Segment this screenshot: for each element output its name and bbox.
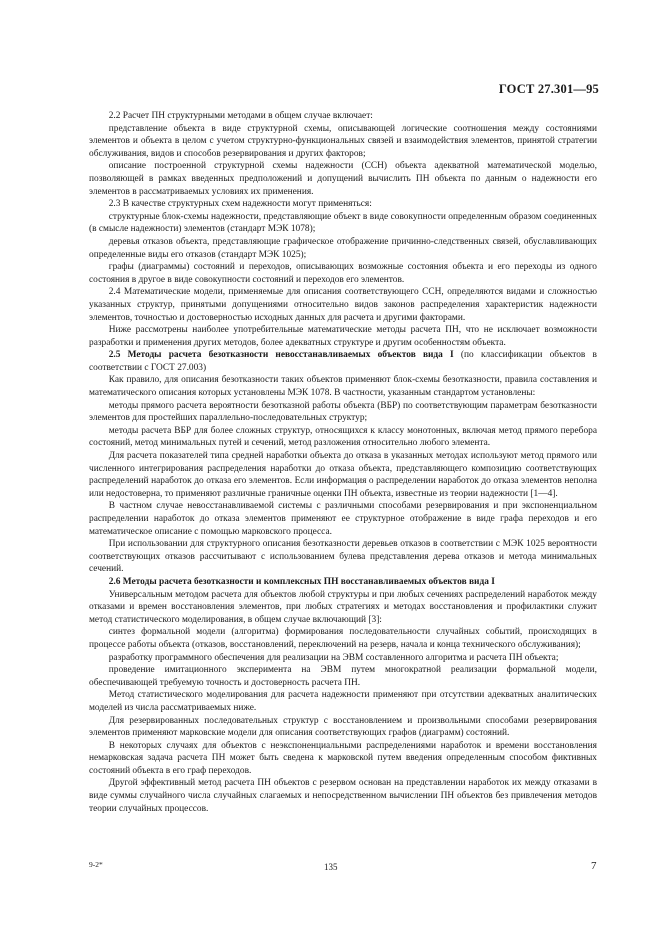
paragraph: синтез формальной модели (алгоритма) формирования последовательности случайных событий, происходящих в процессе работы объекта (отказов, восстановлений, переключений на резерв, начала и конца технического обслуживания); [89, 627, 597, 650]
section-2-6-heading-paragraph [89, 576, 597, 589]
paragraph: Универсальным методом расчета для объектов любой структуры и при любых сечениях распределений наработок между отказами и времен восстановления элементов, при любых стратегиях и методах восстановления и профилактики служит метод статистического моделирования, в общем случае включающий [3]: [89, 589, 597, 625]
section-2-5-heading-paragraph [89, 349, 597, 374]
section-2-5-heading-rest: (по классификации объектов в соответствии с ГОСТ 27.003) [89, 350, 597, 373]
paragraph: В частном случае невосстанавливаемой системы с различными способами резервирования и при экспоненциальном распределении наработок до отказа элементов применяют ее структурное отображение в виде графа переходов и его математическое описание с помощью марковского процесса. [89, 501, 597, 537]
paragraph: описание построенной структурной схемы надежности (ССН) объекта адекватной математической моделью, позволяющей в рамках введенных предположений и допущений вычислить ПН объекта по данным о надежности его элементов в рассматриваемых условиях их применения. [89, 161, 597, 197]
body-text [89, 110, 597, 815]
section-2-5-heading: 2.5 Методы расчета безотказности невосстанавливаемых объектов вида I [108, 350, 454, 361]
section-2-6-heading: 2.6 Методы расчета безотказности и комплексных ПН восстанавливаемых объектов вида I [108, 576, 495, 587]
paragraph: Другой эффективный метод расчета ПН объектов с резервом основан на представлении наработок их между отказами в виде суммы случайного числа случайных слагаемых и непосредственном вычислении ПН объектов без привлечения методов теории случайных процессов. [89, 778, 597, 814]
page-number: 7 [591, 860, 597, 872]
paragraph: Для расчета показателей типа средней наработки объекта до отказа в указанных методах используют метод прямого или численного интегрирования распределения наработки до отказа объекта, представляющего композицию соответствующих распределений наработок до отказа его элементов. Если информация о распределении наработок до отказа элементов неполна или недостоверна, то применяют различные граничные оценки ПН объекта, известные из теории надежности [1—4]. [89, 451, 597, 499]
paragraph: Как правило, для описания безотказности таких объектов применяют блок-схемы безотказности, правила составления и математического описания которых установлены МЭК 1078. В частности, указанным стандартом установлены: [89, 375, 597, 399]
paragraph: При использовании для структурного описания безотказности деревьев отказов в соответствии с МЭК 1025 вероятности соответствующих отказов рассчитывают с использованием булева представления дерева отказов и метода минимальных сечений. [89, 539, 597, 575]
footer-signature-mark: 9-2* [89, 860, 103, 869]
paragraph: Ниже рассмотрены наиболее употребительные математические методы расчета ПН, что не исключает возможности разработки и применения других методов, более адекватных структуре и другим особенностям объекта. [89, 325, 597, 348]
paragraph: графы (диаграммы) состояний и переходов, описывающих возможные состояния объекта и его переходы из одного состояния в другое в виде совокупности состояний и переходов его элементов. [89, 262, 597, 285]
paragraph: проведение имитационного эксперимента на ЭВМ путем многократной реализации формальной модели, обеспечивающей требуемую точность и достоверность расчета ПН. [89, 665, 597, 688]
paragraph-2-2: 2.2 Расчет ПН структурными методами в общем случае включает: [108, 111, 373, 121]
paragraph-2-4: 2.4 Математические модели, применяемые для описания соответствующего ССН, определяются видами и сложностью указанных структур, принятыми допущениями относительно видов законов распределения характеристик надежности элементов, точностью и достоверностью исходных данных для расчета и другими факторами. [89, 287, 597, 323]
paragraph-2-3: 2.3 В качестве структурных схем надежности могут применяться: [108, 199, 372, 210]
paragraph: Метод статистического моделирования для расчета надежности применяют при отсутствии адекватных аналитических моделей из числа рассматриваемых ниже. [89, 690, 597, 713]
paragraph: разработку программного обеспечения для реализации на ЭВМ составленного алгоритма и расчета ПН объекта; [108, 652, 559, 663]
paragraph: методы прямого расчета вероятности безотказной работы объекта (ВБР) по соответствующим параметрам безотказности элементов для простейших параллельно-последовательных структур; [89, 400, 597, 424]
paragraph: структурные блок-схемы надежности, представляющие объект в виде совокупности определенным образом соединенных (в смысле надежности) элементов (стандарт МЭК 1078); [89, 211, 597, 235]
paragraph: В некоторых случаях для объектов с неэкспоненциальными распределениями наработок и времени восстановления немарковская задача расчета ПН может быть сведена к марковской путем введения определенным способом фиктивных состояний объекта в его граф переходов. [89, 740, 597, 776]
standard-header: ГОСТ 27.301—95 [498, 82, 599, 96]
paragraph: деревья отказов объекта, представляющие графическое отображение причинно-следственных связей, обуславливающих определенные виды его отказов (стандарт МЭК 1025); [89, 236, 597, 260]
footer-sheet-number: 135 [324, 862, 338, 872]
paragraph: методы расчета ВБР для более сложных структур, относящихся к классу монотонных, включая метод прямого перебора состояний, метод минимальных путей и сечений, метод разложения относительно любого элемента. [89, 425, 597, 449]
paragraph: Для резервированных последовательных структур с восстановлением и произвольными способами резервирования элементов применяют марковские модели для описания соответствующих графов (диаграмм) состояний. [89, 715, 597, 739]
paragraph: представление объекта в виде структурной схемы, описывающей логические соотношения между состояниями элементов и объекта в целом с учетом структурно-функциональных связей и взаимодействия элементов, принятой стратегии обслуживания, видов и способов резервирования и других факторов; [89, 123, 597, 159]
